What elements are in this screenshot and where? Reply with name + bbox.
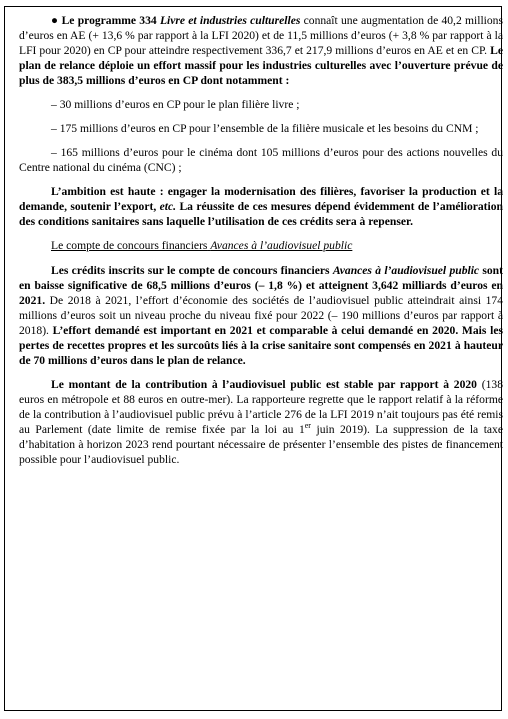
credits-decrease: sont en baisse significative de 68,5 millions d’euros (– 1,8 %) et atteignent 3,642 milliards d’euros en 2021. bbox=[19, 264, 503, 307]
plan-relance-statement: Le plan de relance déploie un effort massif pour les industries culturelles avec l’ouverture prévue de plus de 383,5 millions d’euros en CP dont notamment : bbox=[19, 44, 503, 87]
text-box-content bbox=[19, 13, 503, 476]
heading-normal: Le compte de concours financiers bbox=[51, 239, 208, 252]
credits-account-name: Avances à l’audiovisuel public bbox=[332, 264, 480, 277]
paragraph-credits bbox=[19, 263, 503, 368]
text-box-frame bbox=[4, 6, 502, 711]
programme-figures: connaît une augmentation de 40,2 millions d’euros en AE (+ 13,6 % par rapport à la LFI 2020) et de 11,5 millions d’euros (+ 3,8 % par rapport à la LFI pour 2020) en CP pour atteindre respectivement 336,7 et 217,9 millions d’euros en AE et en CP. bbox=[19, 14, 503, 57]
credits-effort: L’effort demandé est important en 2021 et comparable à celui demandé en 2020. Mais les pertes de recettes propres et les surcoûts liés à la crise sanitaire sont compensés en 2021 à hauteur de 70 millions d’euros dans le plan de relance. bbox=[19, 324, 503, 367]
contribution-conclusion: juin 2019). La suppression de la taxe d’habitation à horizon 2023 rend pourtant nécessaire de présenter l’ensemble des pistes de financement possible pour l’audiovisuel public. bbox=[19, 423, 503, 466]
paragraph-programme-334 bbox=[19, 13, 503, 88]
paragraph-contribution bbox=[19, 377, 503, 467]
credits-economy: De 2018 à 2021, l’effort d’économie des sociétés de l’audiovisuel public atteindrait ainsi 174 millions d’euros soit un niveau proche du niveau fixé pour 2022 (– 190 millions d’euros par rapport à 2018). bbox=[19, 294, 503, 337]
paragraph-ambition bbox=[19, 184, 503, 229]
programme-title: Livre et industries culturelles bbox=[159, 14, 301, 27]
contribution-stable: Le montant de la contribution à l’audiovisuel public est stable par rapport à 2020 bbox=[51, 378, 477, 391]
ambition-text: L’ambition est haute : engager la modernisation des filières, favoriser la production et la demande, soutenir l’export, bbox=[19, 185, 503, 213]
section-heading bbox=[19, 238, 503, 253]
list-item: – 165 millions d’euros pour le cinéma dont 105 millions d’euros pour des actions nouvelles du Centre national du cinéma (CNC) ; bbox=[19, 146, 503, 174]
credits-intro: Les crédits inscrits sur le compte de concours financiers bbox=[51, 264, 330, 277]
etc-text: etc. bbox=[159, 200, 177, 213]
list-item: – 175 millions d’euros en CP pour l’ensemble de la filière musicale et les besoins du CNM ; bbox=[51, 122, 479, 135]
heading-italic: Avances à l’audiovisuel public bbox=[210, 239, 353, 252]
list-item: – 30 millions d’euros en CP pour le plan filière livre ; bbox=[51, 98, 300, 111]
programme-label: Le programme 334 bbox=[61, 14, 157, 27]
bullet-icon: ● bbox=[51, 14, 59, 27]
contribution-details: (138 euros en métropole et 88 euros en outre-mer). La rapporteure regrette que le rapport relatif à la réforme de la contribution à l’audiovisuel public prévu à l’article 276 de la LFI 2019 n’ait toujours pas été remis au Parlement (date limite de remise fixée par la loi au 1 bbox=[19, 378, 503, 436]
superscript-er: er bbox=[304, 421, 311, 431]
ambition-conditions: La réussite de ces mesures dépend évidemment de l’amélioration des conditions sanitaires sans laquelle l’utilisation de ces crédits sera à repenser. bbox=[19, 200, 504, 228]
